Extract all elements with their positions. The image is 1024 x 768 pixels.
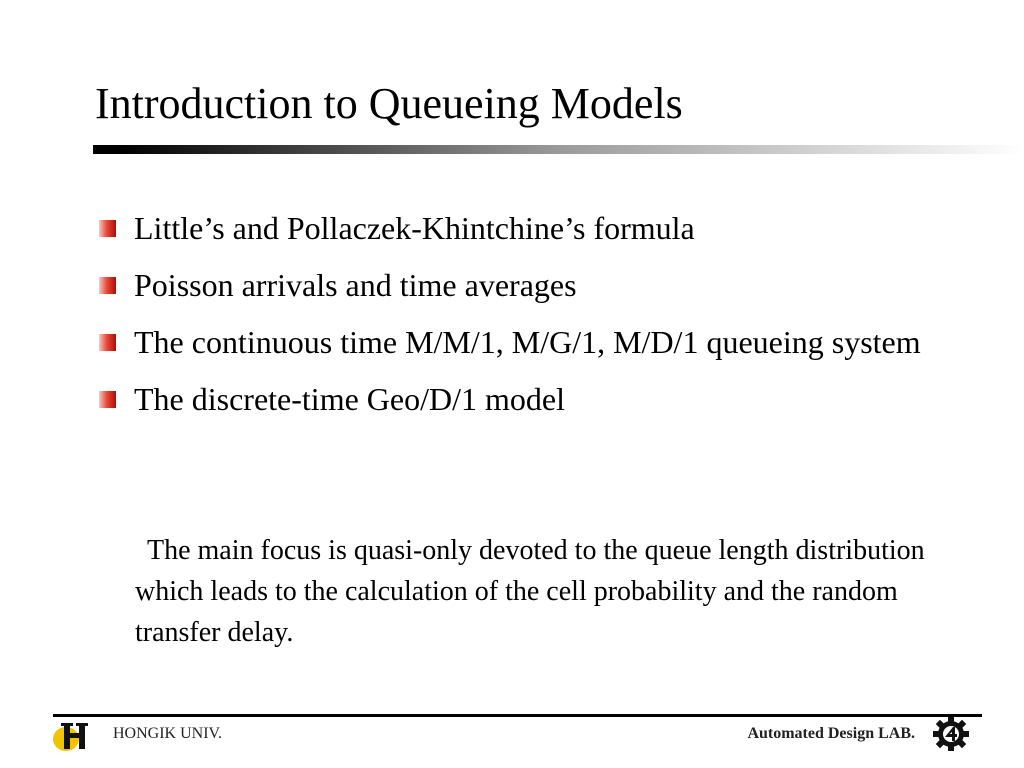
hongik-h-logo-icon [52, 719, 94, 753]
bullet-text: Little’s and Pollaczek-Khintchine’s formula [134, 210, 695, 246]
bullet-item [98, 262, 958, 308]
bullet-text: Poisson arrivals and time averages [134, 267, 577, 303]
square-bullet-icon [99, 334, 116, 351]
bullet-text: The discrete-time Geo/D/1 model [134, 381, 565, 417]
square-bullet-icon [99, 391, 116, 408]
bullet-list [98, 205, 958, 433]
slide-title: Introduction to Queueing Models [95, 79, 683, 128]
summary-paragraph: The main focus is quasi-only devoted to the queue length distribution which leads to the calculation of the cell probability and the random transfer delay. [135, 535, 925, 648]
square-bullet-icon [99, 277, 116, 294]
footer-divider [53, 714, 982, 717]
footer-lab-label: Automated Design LAB. [747, 725, 915, 742]
title-divider [93, 145, 1024, 154]
square-bullet-icon [99, 220, 116, 237]
bullet-item [98, 205, 958, 251]
gear-four-logo-icon [930, 717, 972, 751]
bullet-text: The continuous time M/M/1, M/G/1, M/D/1 queueing system [134, 324, 921, 360]
footer-university-label: HONGIK UNIV. [113, 725, 223, 742]
bullet-item [98, 376, 958, 422]
bullet-item [98, 319, 958, 365]
